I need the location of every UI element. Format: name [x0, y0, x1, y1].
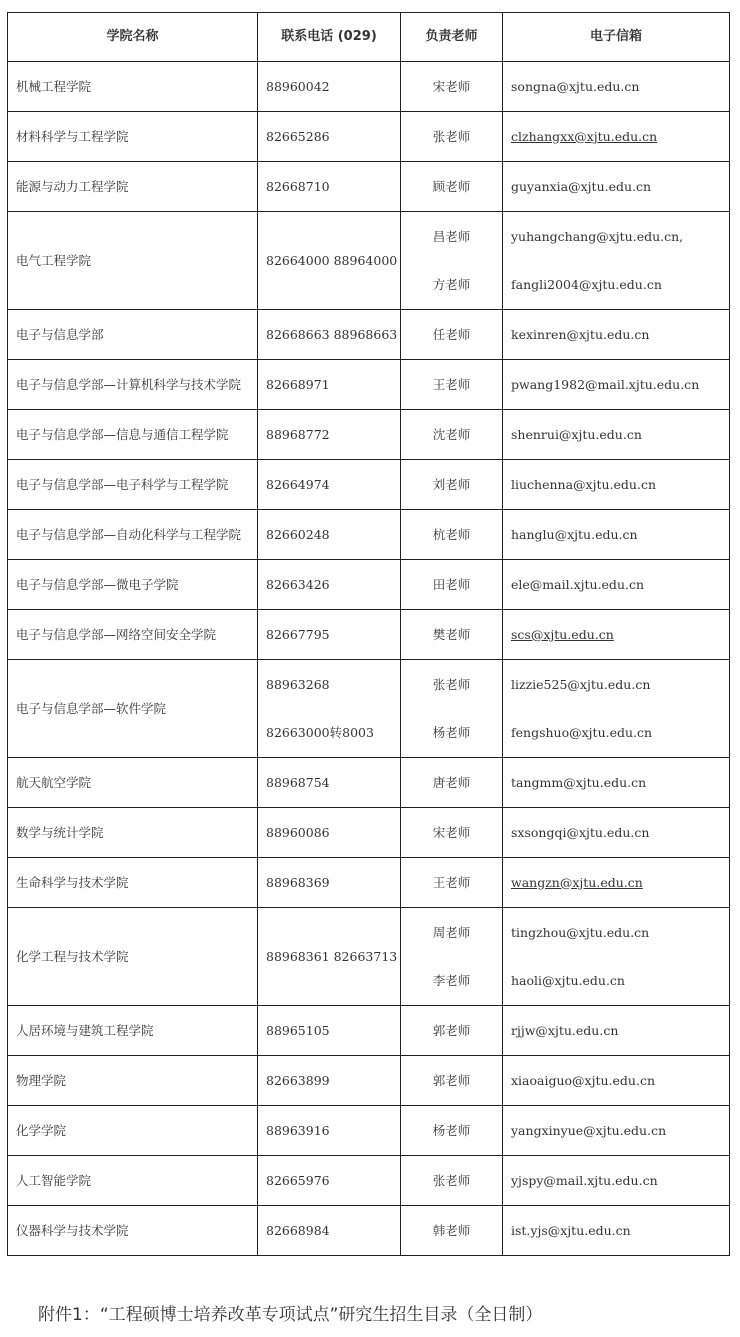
- college-name: 人工智能学院: [8, 1156, 258, 1206]
- phone-number: 82664974: [266, 476, 330, 492]
- phone-cell: [258, 310, 401, 360]
- email-cell: [503, 460, 730, 510]
- email-link[interactable]: clzhangxx@xjtu.edu.cn: [511, 128, 658, 144]
- email-link[interactable]: scs@xjtu.edu.cn: [511, 626, 614, 642]
- phone-number: 82668663 88968663: [266, 326, 398, 342]
- teacher-cell: [401, 660, 503, 758]
- teacher-cell: [401, 1156, 503, 1206]
- teacher-name: 昌老师: [432, 228, 471, 244]
- email-link[interactable]: guyanxia@xjtu.edu.cn: [511, 178, 652, 194]
- table-row: [8, 112, 730, 162]
- college-name: 化学工程与技术学院: [8, 908, 258, 1006]
- table-row: [8, 410, 730, 460]
- teacher-name: 宋老师: [432, 824, 471, 840]
- phone-cell: [258, 162, 401, 212]
- email-link[interactable]: haoli@xjtu.edu.cn: [511, 972, 625, 988]
- teacher-name: 郭老师: [432, 1022, 471, 1038]
- phone-number: 88965105: [266, 1022, 330, 1038]
- email-link[interactable]: yangxinyue@xjtu.edu.cn: [511, 1122, 667, 1138]
- teacher-name: 方老师: [432, 276, 471, 292]
- email-link[interactable]: rjjw@xjtu.edu.cn: [511, 1022, 619, 1038]
- teacher-cell: [401, 610, 503, 660]
- phone-cell: [258, 1056, 401, 1106]
- college-name: 人居环境与建筑工程学院: [8, 1006, 258, 1056]
- phone-number: 88968754: [266, 774, 330, 790]
- college-name: 电子与信息学部—电子科学与工程学院: [8, 460, 258, 510]
- table-row: [8, 1056, 730, 1106]
- college-name: 电子与信息学部—网络空间安全学院: [8, 610, 258, 660]
- teacher-name: 李老师: [432, 972, 471, 988]
- teacher-cell: [401, 1106, 503, 1156]
- phone-number: 88968369: [266, 874, 330, 890]
- teacher-name: 张老师: [432, 1172, 471, 1188]
- phone-cell: [258, 1006, 401, 1056]
- teacher-name: 王老师: [432, 874, 471, 890]
- header-email: 电子信箱: [503, 13, 730, 62]
- phone-cell: [258, 212, 401, 310]
- table-row: [8, 310, 730, 360]
- header-teacher: 负责老师: [401, 13, 503, 62]
- college-name: 电子与信息学部—计算机科学与技术学院: [8, 360, 258, 410]
- teacher-cell: [401, 460, 503, 510]
- college-name: 物理学院: [8, 1056, 258, 1106]
- college-name: 电子与信息学部—微电子学院: [8, 560, 258, 610]
- email-cell: [503, 808, 730, 858]
- teacher-name: 王老师: [432, 376, 471, 392]
- phone-cell: [258, 610, 401, 660]
- phone-cell: [258, 510, 401, 560]
- email-link[interactable]: fangli2004@xjtu.edu.cn: [511, 276, 662, 292]
- header-college: 学院名称: [8, 13, 258, 62]
- college-name: 化学学院: [8, 1106, 258, 1156]
- table-row: [8, 510, 730, 560]
- teacher-cell: [401, 808, 503, 858]
- teacher-name: 杭老师: [432, 526, 471, 542]
- teacher-cell: [401, 1056, 503, 1106]
- email-cell: [503, 1006, 730, 1056]
- email-cell: [503, 660, 730, 758]
- email-cell: [503, 510, 730, 560]
- phone-number: 82660248: [266, 526, 330, 542]
- email-cell: [503, 560, 730, 610]
- email-link[interactable]: liuchenna@xjtu.edu.cn: [511, 476, 656, 492]
- phone-number: 82668971: [266, 376, 330, 392]
- college-name: 电子与信息学部—自动化科学与工程学院: [8, 510, 258, 560]
- teacher-cell: [401, 858, 503, 908]
- email-cell: [503, 1206, 730, 1256]
- teacher-name: 宋老师: [432, 78, 471, 94]
- teacher-name: 樊老师: [432, 626, 471, 642]
- email-link[interactable]: sxsongqi@xjtu.edu.cn: [511, 824, 650, 840]
- college-name: 机械工程学院: [8, 62, 258, 112]
- email-cell: [503, 1156, 730, 1206]
- table-row: [8, 758, 730, 808]
- phone-number: 82663000转8003: [266, 724, 374, 740]
- email-link[interactable]: wangzn@xjtu.edu.cn: [511, 874, 643, 890]
- phone-cell: [258, 1156, 401, 1206]
- college-name: 仪器科学与技术学院: [8, 1206, 258, 1256]
- phone-cell: [258, 62, 401, 112]
- email-link[interactable]: kexinren@xjtu.edu.cn: [511, 326, 650, 342]
- phone-cell: [258, 410, 401, 460]
- phone-cell: [258, 1206, 401, 1256]
- phone-number: 88960086: [266, 824, 330, 840]
- teacher-name: 杨老师: [432, 1122, 471, 1138]
- teacher-cell: [401, 310, 503, 360]
- college-name: 电子与信息学部: [8, 310, 258, 360]
- teacher-cell: [401, 162, 503, 212]
- email-cell: [503, 212, 730, 310]
- phone-number: 82668710: [266, 178, 330, 194]
- table-row: [8, 908, 730, 1006]
- table-row: [8, 1106, 730, 1156]
- email-link[interactable]: songna@xjtu.edu.cn: [511, 78, 640, 94]
- footer-caption: 附件1：“工程硕博士培养改革专项试点”研究生招生目录（全日制）: [38, 1305, 543, 1325]
- phone-cell: [258, 660, 401, 758]
- email-cell: [503, 908, 730, 1006]
- teacher-cell: [401, 62, 503, 112]
- teacher-name: 顾老师: [432, 178, 471, 194]
- email-cell: [503, 1106, 730, 1156]
- phone-cell: [258, 758, 401, 808]
- phone-number: 82665976: [266, 1172, 330, 1188]
- college-name: 材料科学与工程学院: [8, 112, 258, 162]
- college-name: 电气工程学院: [8, 212, 258, 310]
- phone-cell: [258, 858, 401, 908]
- email-cell: [503, 758, 730, 808]
- phone-number: 88963916: [266, 1122, 330, 1138]
- email-link[interactable]: ist.yjs@xjtu.edu.cn: [511, 1222, 631, 1238]
- email-link[interactable]: fengshuo@xjtu.edu.cn: [511, 724, 653, 740]
- email-link[interactable]: pwang1982@mail.xjtu.edu.cn: [511, 376, 700, 392]
- teacher-cell: [401, 908, 503, 1006]
- college-name: 数学与统计学院: [8, 808, 258, 858]
- phone-number: 88963268: [266, 676, 330, 692]
- phone-number: 82663426: [266, 576, 330, 592]
- email-cell: [503, 610, 730, 660]
- college-name: 能源与动力工程学院: [8, 162, 258, 212]
- teacher-cell: [401, 510, 503, 560]
- email-cell: [503, 858, 730, 908]
- teacher-name: 韩老师: [432, 1222, 471, 1238]
- header-row: [8, 13, 730, 62]
- teacher-name: 刘老师: [432, 476, 471, 492]
- email-cell: [503, 1056, 730, 1106]
- teacher-cell: [401, 758, 503, 808]
- email-link[interactable]: xiaoaiguo@xjtu.edu.cn: [511, 1072, 656, 1088]
- email-link[interactable]: tangmm@xjtu.edu.cn: [511, 774, 647, 790]
- email-cell: [503, 62, 730, 112]
- phone-number: 88968361 82663713: [266, 948, 398, 964]
- phone-number: 88968772: [266, 426, 330, 442]
- table-row: [8, 1006, 730, 1056]
- teacher-cell: [401, 410, 503, 460]
- email-link[interactable]: yuhangchang@xjtu.edu.cn,: [511, 228, 684, 244]
- teacher-cell: [401, 112, 503, 162]
- phone-number: 88960042: [266, 78, 330, 94]
- email-link[interactable]: shenrui@xjtu.edu.cn: [511, 426, 642, 442]
- email-cell: [503, 310, 730, 360]
- college-name: 生命科学与技术学院: [8, 858, 258, 908]
- teacher-name: 郭老师: [432, 1072, 471, 1088]
- email-cell: [503, 112, 730, 162]
- table-row: [8, 610, 730, 660]
- phone-cell: [258, 360, 401, 410]
- email-link[interactable]: yjspy@mail.xjtu.edu.cn: [511, 1172, 658, 1188]
- table-row: [8, 212, 730, 310]
- teacher-name: 杨老师: [432, 724, 471, 740]
- college-name: 电子与信息学部—软件学院: [8, 660, 258, 758]
- email-cell: [503, 162, 730, 212]
- teacher-name: 张老师: [432, 128, 471, 144]
- teacher-cell: [401, 1206, 503, 1256]
- phone-cell: [258, 460, 401, 510]
- phone-number: 82667795: [266, 626, 330, 642]
- email-link[interactable]: hanglu@xjtu.edu.cn: [511, 526, 638, 542]
- college-name: 航天航空学院: [8, 758, 258, 808]
- teacher-cell: [401, 560, 503, 610]
- email-cell: [503, 360, 730, 410]
- phone-cell: [258, 808, 401, 858]
- table-row: [8, 62, 730, 112]
- phone-cell: [258, 560, 401, 610]
- college-name: 电子与信息学部—信息与通信工程学院: [8, 410, 258, 460]
- table-row: [8, 1156, 730, 1206]
- phone-number: 82664000 88964000: [266, 252, 398, 268]
- phone-cell: [258, 112, 401, 162]
- header-phone: 联系电话 (029): [258, 13, 401, 62]
- email-link[interactable]: tingzhou@xjtu.edu.cn: [511, 924, 650, 940]
- table-row: [8, 1206, 730, 1256]
- teacher-cell: [401, 360, 503, 410]
- teacher-name: 田老师: [432, 576, 471, 592]
- teacher-name: 任老师: [432, 326, 471, 342]
- table-row: [8, 858, 730, 908]
- table-row: [8, 162, 730, 212]
- table-row: [8, 560, 730, 610]
- teacher-cell: [401, 212, 503, 310]
- teacher-name: 张老师: [432, 676, 471, 692]
- teacher-cell: [401, 1006, 503, 1056]
- email-link[interactable]: ele@mail.xjtu.edu.cn: [511, 576, 645, 592]
- teacher-name: 唐老师: [432, 774, 471, 790]
- phone-number: 82663899: [266, 1072, 330, 1088]
- phone-cell: [258, 908, 401, 1006]
- phone-number: 82665286: [266, 128, 330, 144]
- email-cell: [503, 410, 730, 460]
- table-row: [8, 808, 730, 858]
- teacher-name: 周老师: [432, 924, 471, 940]
- teacher-name: 沈老师: [432, 426, 471, 442]
- table-row: [8, 460, 730, 510]
- table-row: [8, 660, 730, 758]
- phone-cell: [258, 1106, 401, 1156]
- contacts-table: [7, 12, 730, 1256]
- email-link[interactable]: lizzie525@xjtu.edu.cn: [511, 676, 651, 692]
- table-row: [8, 360, 730, 410]
- phone-number: 82668984: [266, 1222, 330, 1238]
